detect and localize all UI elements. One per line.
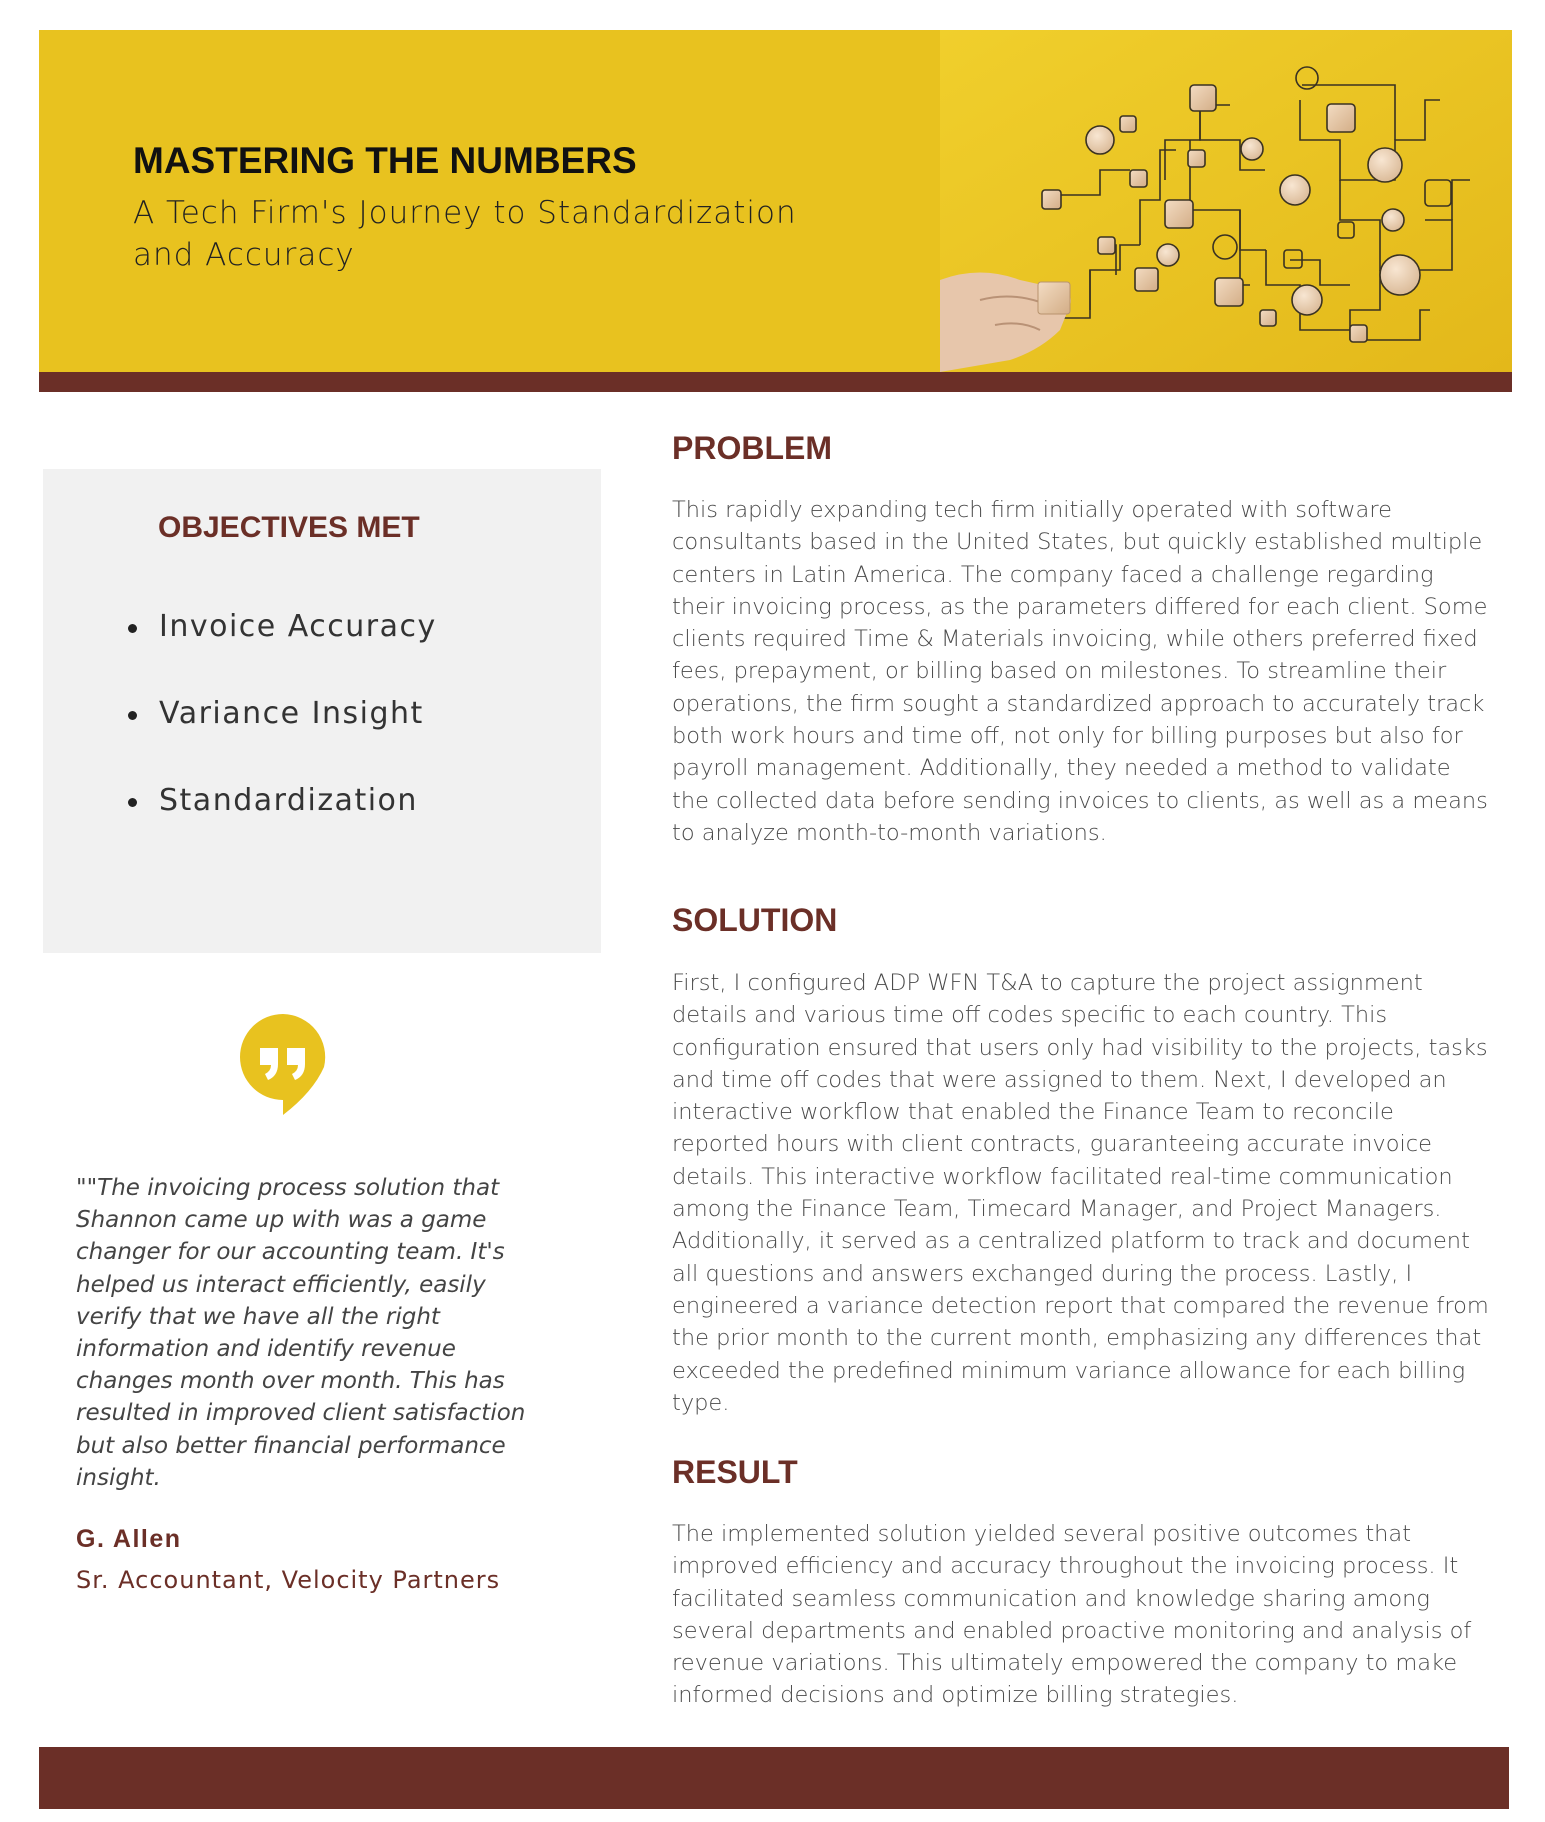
header-photo <box>940 30 1512 372</box>
problem-body: This rapidly expanding tech firm initially operated with software consultants based in the United States, but quickly established multiple centers in Latin America. The company faced a challenge regarding their invoicing process, as the parameters differed for each client. Some clients required Time & Materials invoicing, while others preferred fixed fees, prepayment, or billing based on milestones. To streamline their operations, the firm sought a standardized approach to accurately track both work hours and time off, not only for billing purposes but also for payroll management. Additionally, they needed a method to validate the collected data before sending invoices to clients, as well as a means to analyze month-to-month variations. <box>672 497 1488 846</box>
footer-bar <box>39 1747 1509 1809</box>
objectives-list <box>123 609 437 870</box>
objectives-title: OBJECTIVES MET <box>158 511 420 544</box>
testimonial-quote: ""The invoicing process solution that Shannon came up with was a game changer for our accounting team. It's helped us interact efficiently, easily verify that we have all the right information and identify revenue changes month over month. This has resulted in improved client satisfaction but also better financial performance insight. <box>76 1175 526 1491</box>
testimonial-role: Sr. Accountant, Velocity Partners <box>76 1566 501 1594</box>
result-body: The implemented solution yielded several positive outcomes that improved efficiency and accuracy throughout the invoicing process. It facilitated seamless communication and knowledge sharing among several departments and enabled proactive monitoring and analysis of revenue variations. This ultimately empowered the company to make informed decisions and optimize billing strategies. <box>672 1521 1472 1709</box>
objective-item: Invoice Accuracy <box>123 609 437 696</box>
problem-title: PROBLEM <box>672 430 832 466</box>
objective-item: Standardization <box>123 783 437 870</box>
page-subtitle: A Tech Firm's Journey to Standardization and Accuracy <box>133 195 797 273</box>
objective-item: Variance Insight <box>123 696 437 783</box>
solution-body: First, I configured ADP WFN T&A to capture the project assignment details and various time off codes specific to each country. This configuration ensured that users only had visibility to the projects, tasks and time off codes that were assigned to them. Next, I developed an interactive workflow that enabled the Finance Team to reconcile reported hours with client contracts, guaranteeing accurate invoice details. This interactive workflow facilitated real-time communication among the Finance Team, Timecard Manager, and Project Managers. Additionally, it served as a centralized platform to track and document all questions and answers exchanged during the process. Lastly, I engineered a variance detection report that compared the revenue from the prior month to the current month, emphasizing any differences that exceeded the predefined minimum variance allowance for each billing type. <box>672 970 1489 1416</box>
header-banner <box>39 30 1512 372</box>
page-title: MASTERING THE NUMBERS <box>133 140 637 181</box>
solution-title: SOLUTION <box>672 902 838 938</box>
testimonial-author: G. Allen <box>76 1525 182 1553</box>
quote-icon <box>238 1012 328 1116</box>
objectives-panel <box>43 469 601 953</box>
result-title: RESULT <box>672 1454 798 1490</box>
header-divider-bar <box>39 372 1512 392</box>
